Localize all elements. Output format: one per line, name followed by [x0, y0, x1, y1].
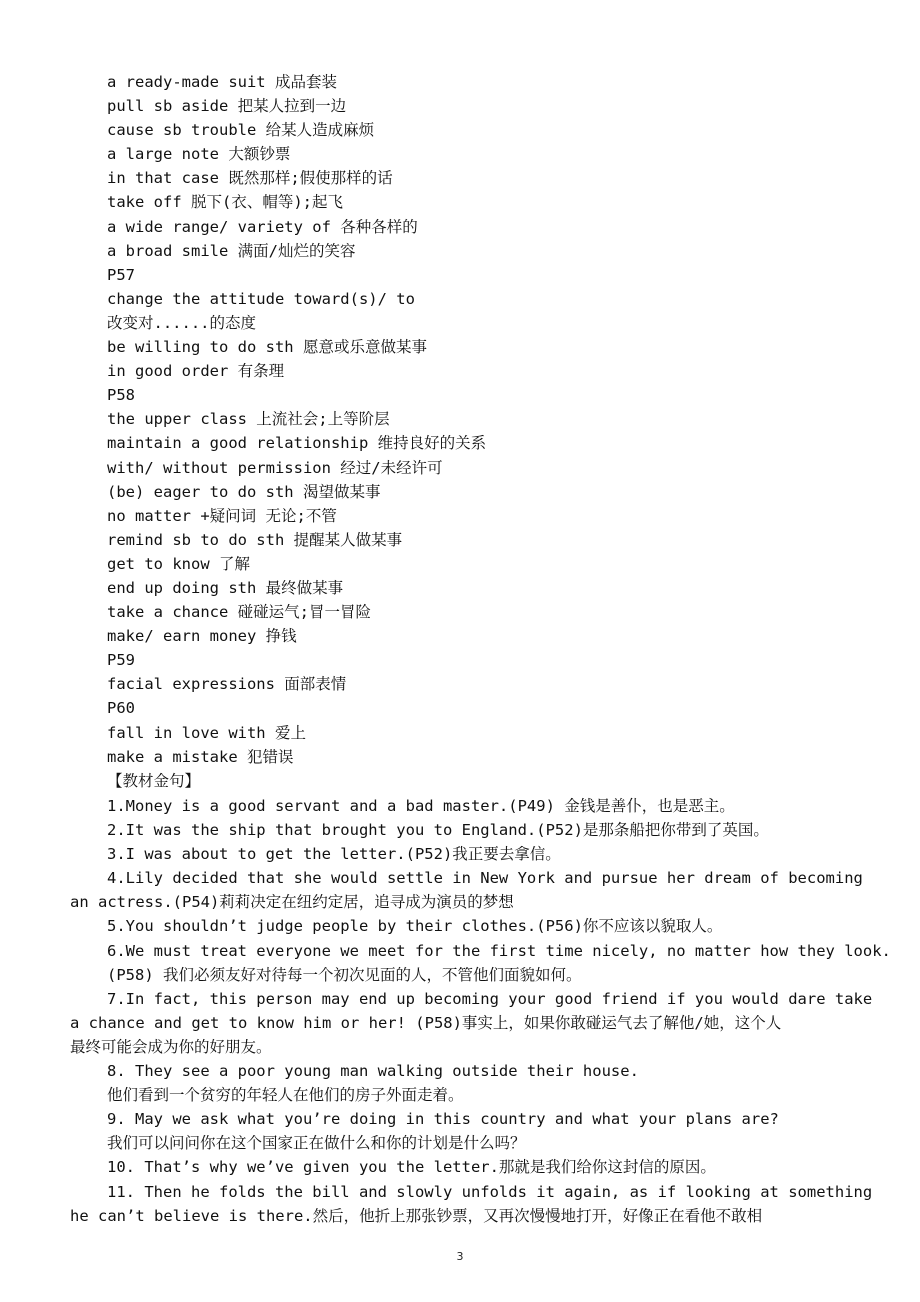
phrase-line: facial expressions 面部表情 [107, 675, 347, 694]
sentence-item [70, 794, 870, 818]
sentence-line: 9. May we ask what you’re doing in this country and what your plans are? [107, 1110, 779, 1129]
phrase-line: make a mistake 犯错误 [107, 747, 294, 766]
sentence-item [70, 914, 870, 938]
phrase-line: a ready-made suit 成品套装 [107, 73, 337, 91]
sentence-line: 2.It was the ship that brought you to England.(P52)是那条船把你带到了英国。 [107, 821, 769, 840]
phrase-line: 改变对......的态度 [107, 313, 256, 332]
phrase-line: make/ earn money 挣钱 [107, 627, 297, 646]
phrase-line: take off 脱下(衣、帽等);起飞 [107, 193, 343, 212]
sentence-continuation: 他们看到一个贫穷的年轻人在他们的房子外面走着。 [107, 1086, 464, 1105]
page-reference: P60 [107, 699, 135, 718]
sentence-continuation: a chance and get to know him or her! (P58)事实上，如果你敢碰运气去了解他/她，这个人 [70, 1013, 782, 1032]
phrase-line: a large note 大额钞票 [107, 145, 291, 164]
sentence-continuation: 最终可能会成为你的好朋友。 [70, 1037, 272, 1056]
phrase-line: maintain a good relationship 维持良好的关系 [107, 434, 487, 453]
sentence-line: 1.Money is a good servant and a bad master.(P49) 金钱是善仆，也是恶主。 [107, 797, 735, 815]
phrase-line: be willing to do sth 愿意或乐意做某事 [107, 338, 427, 357]
sentence-line: 7.In fact, this person may end up becoming your good friend if you would dare take [107, 989, 873, 1008]
sentence-line: 6.We must treat everyone we meet for the first time nicely, no matter how they look. [107, 941, 891, 960]
phrase-list [107, 70, 867, 769]
sentence-item [70, 1059, 870, 1107]
phrase-line: change the attitude toward(s)/ to [107, 289, 415, 308]
sentence-item [70, 939, 891, 987]
phrase-line: in good order 有条理 [107, 362, 285, 381]
sentence-line: 5.You shouldn’t judge people by their clothes.(P56)你不应该以貌取人。 [107, 917, 723, 936]
sentence-continuation: an actress.(P54)莉莉决定在纽约定居，追寻成为演员的梦想 [70, 893, 514, 912]
sentence-item [70, 842, 870, 866]
phrase-line: take a chance 碰碰运气;冒一冒险 [107, 603, 371, 622]
sentence-continuation: 我们可以问问你在这个国家正在做什么和你的计划是什么吗？ [107, 1134, 526, 1153]
sentence-line: 8. They see a poor young man walking outside their house. [107, 1062, 639, 1081]
sentence-continuation: he can’t believe is there.然后，他折上那张钞票，又再次慢慢地打开，好像正在看他不敢相 [70, 1206, 763, 1225]
phrase-line: cause sb trouble 给某人造成麻烦 [107, 121, 375, 140]
sentence-line: 4.Lily decided that she would settle in New York and pursue her dream of becoming [107, 869, 863, 888]
phrase-line: (be) eager to do sth 渴望做某事 [107, 482, 381, 501]
section-title: 【教材金句】 [107, 772, 201, 790]
sentence-continuation: (P58) 我们必须友好对待每一个初次见面的人，不管他们面貌如何。 [107, 965, 582, 984]
sentence-item [70, 1107, 870, 1155]
phrase-line: remind sb to do sth 提醒某人做某事 [107, 530, 403, 549]
sentence-item [70, 1180, 873, 1228]
sentence-item [70, 987, 873, 1059]
sentence-item [70, 1155, 870, 1179]
phrase-line: a broad smile 满面/灿烂的笑容 [107, 241, 356, 260]
phrase-line: with/ without permission 经过/未经许可 [107, 458, 443, 477]
sentence-item [70, 866, 870, 914]
phrase-line: no matter +疑问词 无论;不管 [107, 506, 337, 525]
sentence-list [70, 794, 891, 1228]
phrase-line: the upper class 上流社会;上等阶层 [107, 410, 390, 429]
phrase-line: pull sb aside 把某人拉到一边 [107, 97, 347, 116]
phrase-line: end up doing sth 最终做某事 [107, 578, 344, 597]
sentence-line: 3.I was about to get the letter.(P52)我正要去拿信。 [107, 845, 561, 864]
page-number: 3 [456, 1250, 464, 1263]
sentence-line: 10. That’s why we’ve given you the letter.那就是我们给你这封信的原因。 [107, 1158, 716, 1177]
page-reference: P57 [107, 265, 135, 284]
phrase-line: a wide range/ variety of 各种各样的 [107, 217, 418, 236]
phrase-line: in that case 既然那样;假使那样的话 [107, 169, 393, 188]
page-reference: P58 [107, 386, 135, 405]
phrase-line: fall in love with 爱上 [107, 723, 306, 742]
sentence-item [70, 818, 870, 842]
page-reference: P59 [107, 651, 135, 670]
phrase-line: get to know 了解 [107, 554, 250, 573]
sentence-line: 11. Then he folds the bill and slowly unfolds it again, as if looking at something [107, 1182, 873, 1201]
